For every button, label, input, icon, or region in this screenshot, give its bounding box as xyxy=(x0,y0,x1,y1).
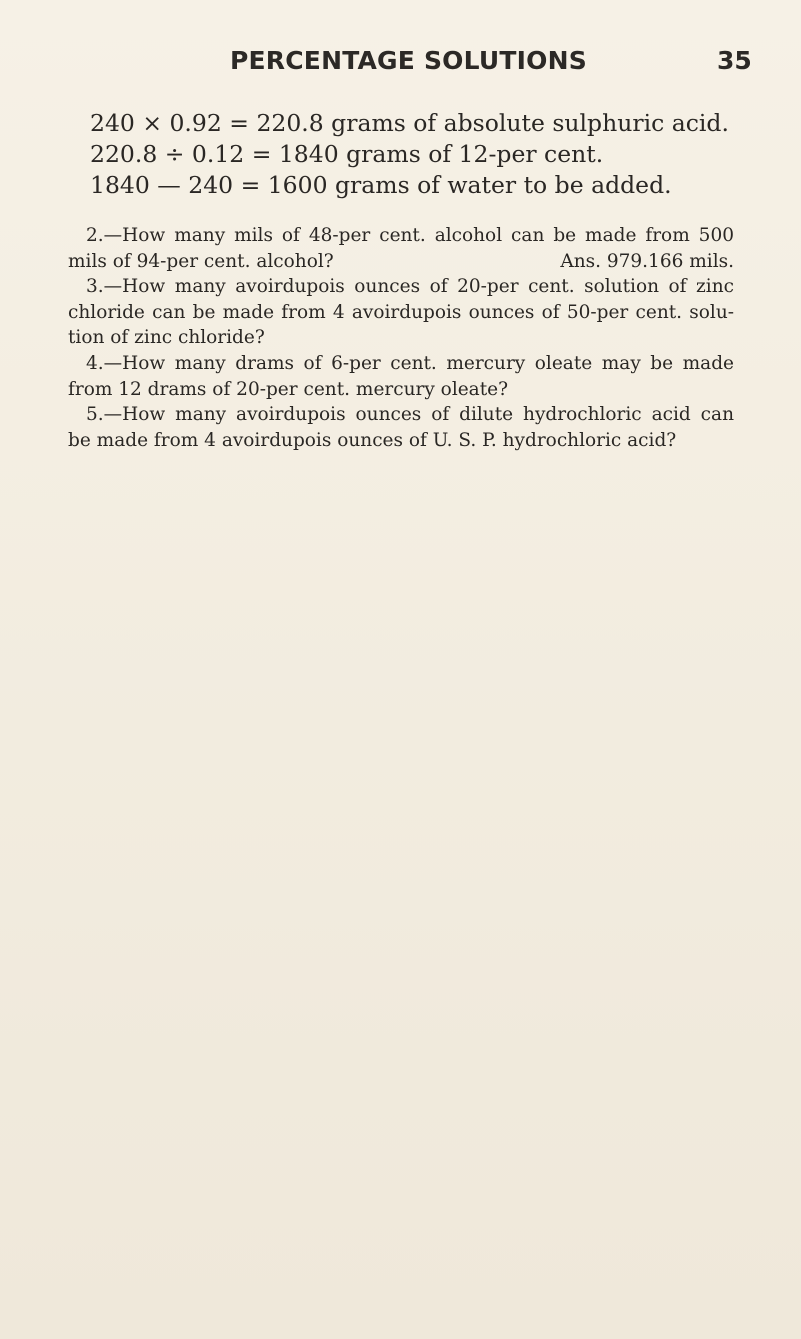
problem-answer-line xyxy=(68,249,734,275)
problem-text-line: 4.—How many drams of 6-per cent. mercury oleate may be made xyxy=(86,352,734,374)
problem-text-line: mils of 94-per cent. alcohol? xyxy=(68,250,334,272)
problem-text-line: be made from 4 avoirdupois ounces of U. S. P. hydrochloric acid? xyxy=(68,429,677,451)
problem-text-line: 3.—How many avoirdupois ounces of 20-per cent. solution of zinc xyxy=(86,276,734,298)
problem-text-line: tion of zinc chloride? xyxy=(68,327,265,349)
calculation-line: 1840 — 240 = 1600 grams of water to be added. xyxy=(90,171,672,199)
problem-4 xyxy=(68,351,734,402)
calculation-block xyxy=(68,108,748,201)
calculation-line: 220.8 ÷ 0.12 = 1840 grams of 12-per cent. xyxy=(90,140,604,168)
problem-3 xyxy=(68,274,734,351)
calculation-line: 240 × 0.92 = 220.8 grams of absolute sulphuric acid. xyxy=(90,109,729,137)
page-title: PERCENTAGE SOLUTIONS xyxy=(230,46,587,75)
problem-text-line: from 12 drams of 20-per cent. mercury oleate? xyxy=(68,378,509,400)
problem-5 xyxy=(68,402,734,453)
problem-text-line: chloride can be made from 4 avoirdupois ounces of 50-per cent. solu- xyxy=(68,301,734,323)
problem-2 xyxy=(68,223,734,274)
problem-answer: Ans. 979.166 mils. xyxy=(560,250,734,272)
running-head xyxy=(0,46,801,86)
problem-text-line: 5.—How many avoirdupois ounces of dilute hydrochloric acid can xyxy=(86,404,734,426)
problem-text-line: 2.—How many mils of 48-per cent. alcohol can be made from 500 xyxy=(86,225,734,246)
page-number: 35 xyxy=(717,46,752,75)
problem-list xyxy=(68,223,734,453)
